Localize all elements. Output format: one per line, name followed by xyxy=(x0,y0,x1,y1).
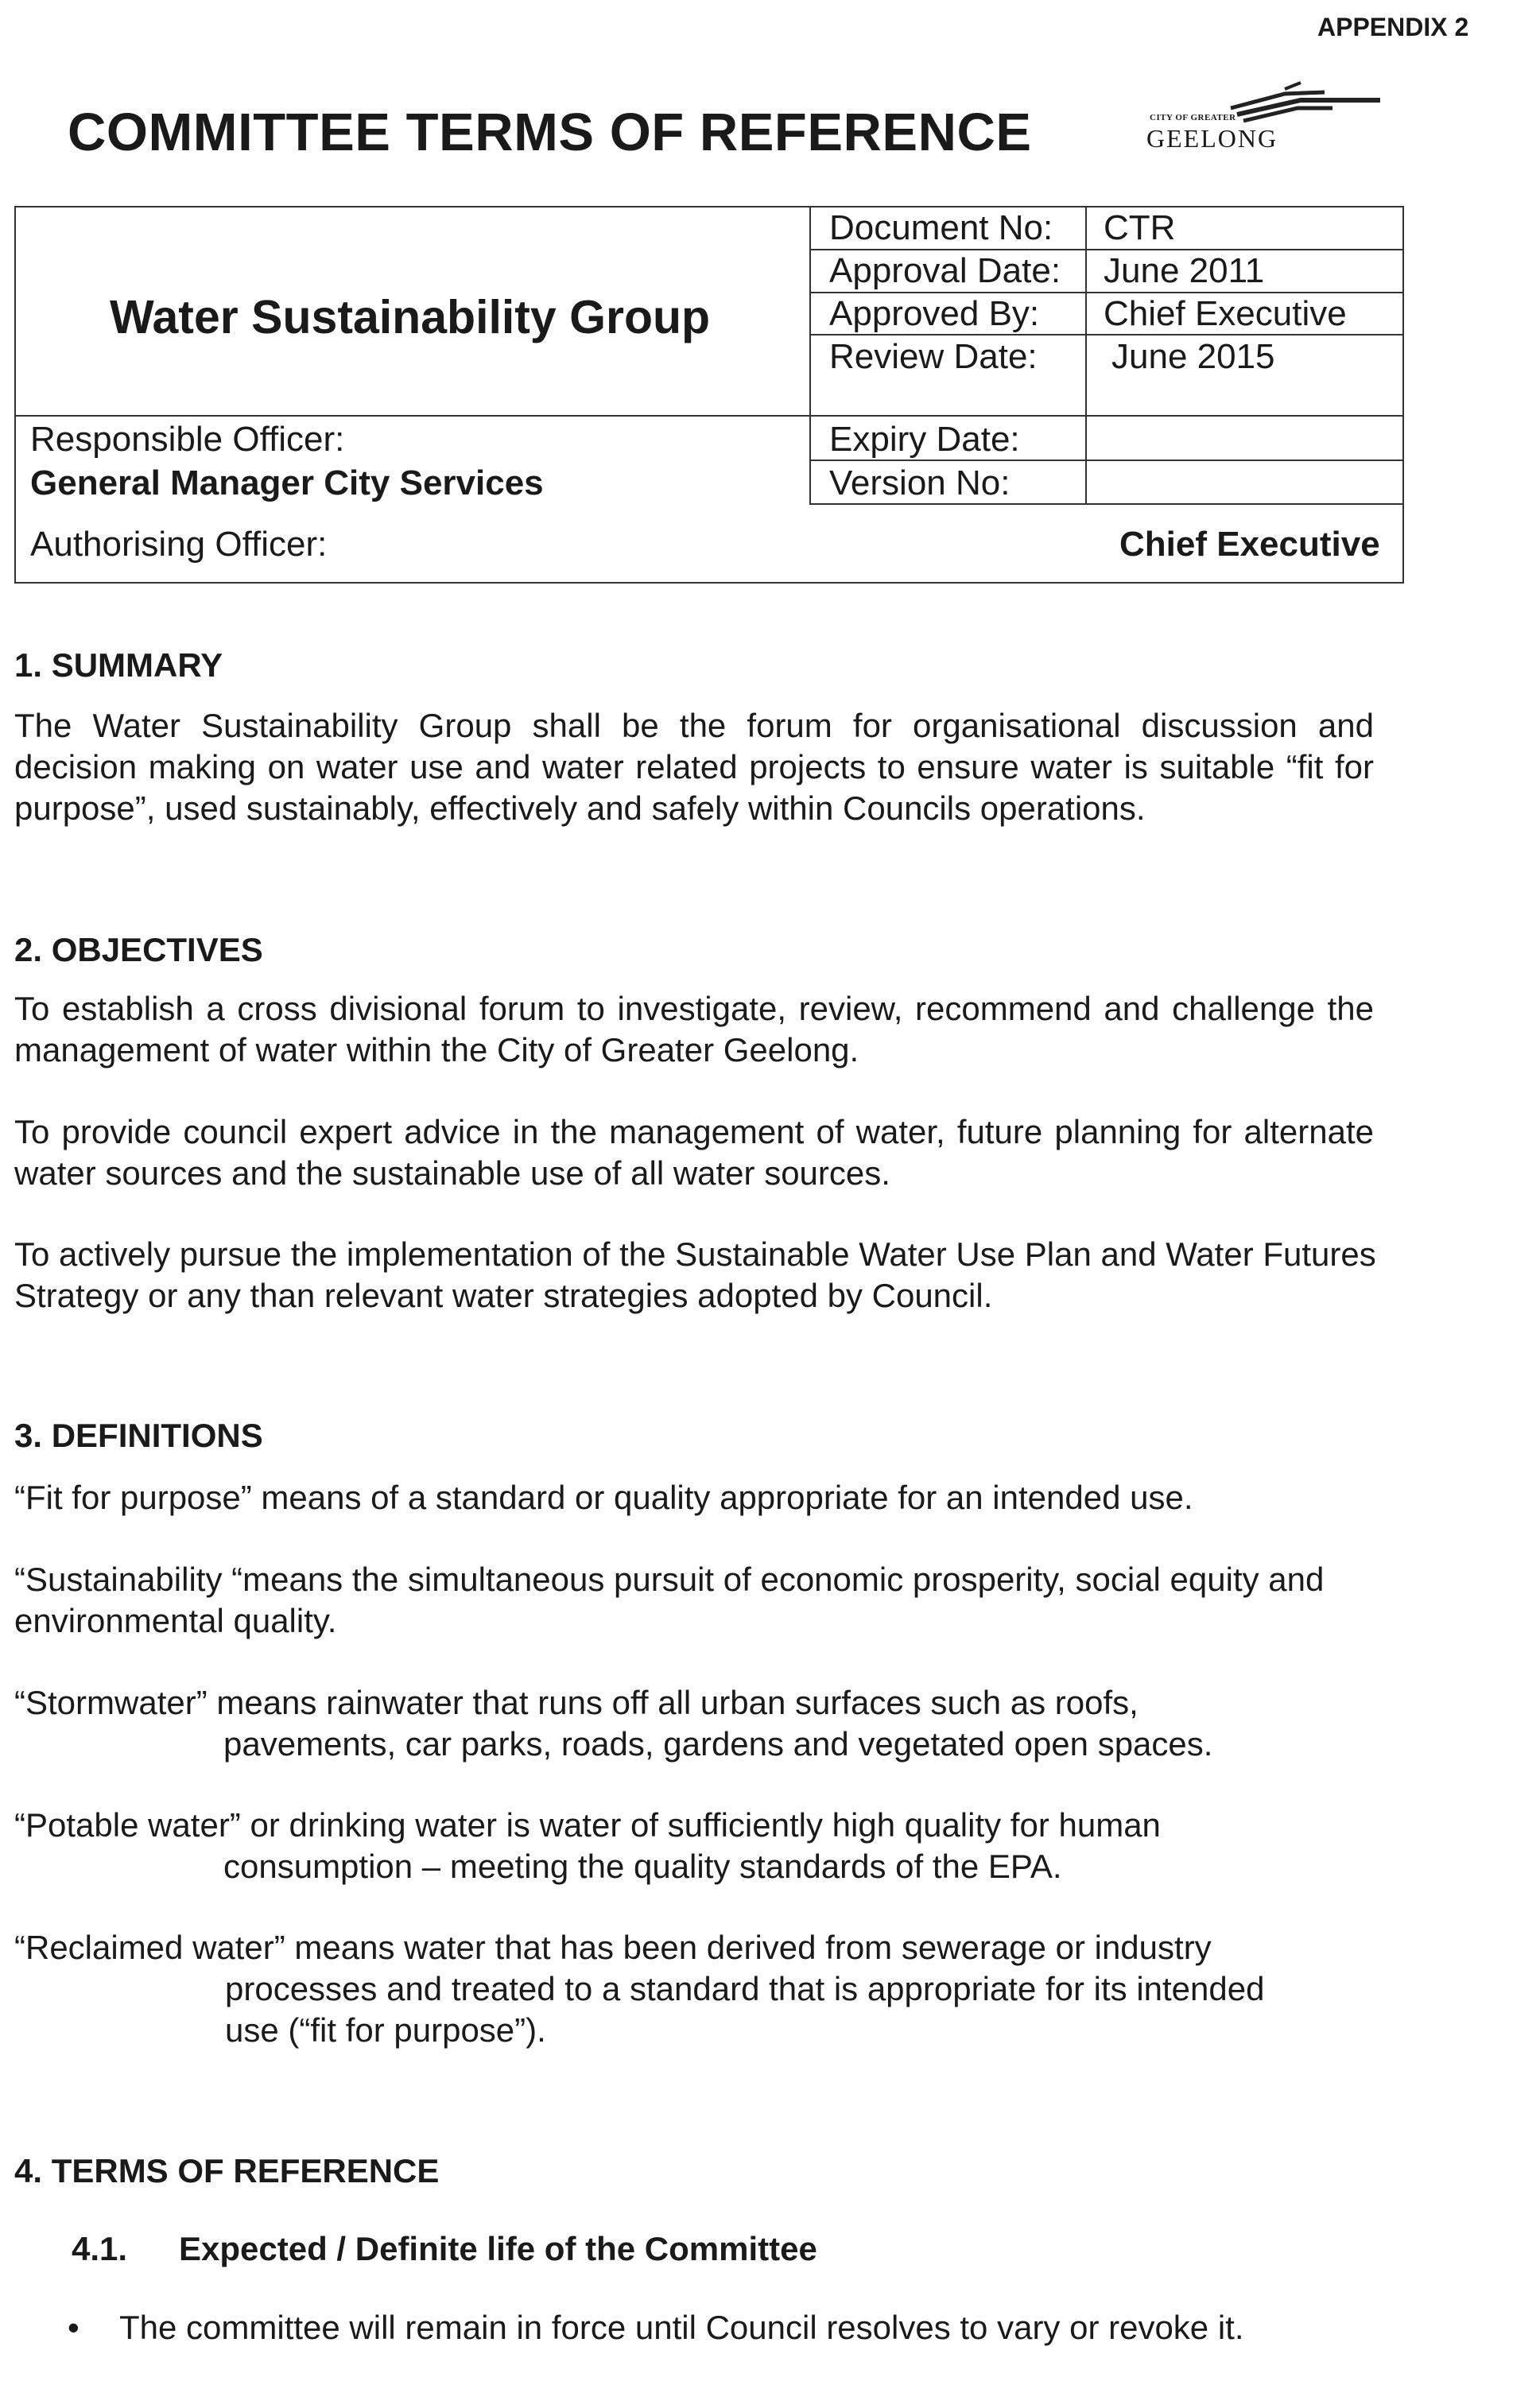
definition-stormwater-line: pavements, car parks, roads, gardens and vegetated open spaces. xyxy=(223,1725,1213,1763)
definition-stormwater-line: “Stormwater” means rainwater that runs off all urban surfaces such as roofs, xyxy=(14,1684,1139,1721)
approved-by-value: Chief Executive xyxy=(1104,294,1347,333)
divider-line xyxy=(809,503,1404,505)
review-date-value: June 2015 xyxy=(1111,337,1275,376)
appendix-label: APPENDIX 2 xyxy=(1317,13,1469,41)
authorising-officer-label: Authorising Officer: xyxy=(30,525,328,564)
document-no-label: Document No: xyxy=(829,208,1053,247)
committee-name: Water Sustainability Group xyxy=(110,291,711,343)
definition-sustainability: “Sustainability “means the simultaneous pursuit of economic prosperity, social equity and environmental quality. xyxy=(14,1561,1325,1639)
terms-heading: 4. TERMS OF REFERENCE xyxy=(14,2152,440,2189)
subsection-number: 4.1. xyxy=(72,2230,128,2267)
approved-by-label: Approved By: xyxy=(829,294,1040,333)
logo-name-text: GEELONG xyxy=(1146,124,1278,153)
subsection-title: Expected / Definite life of the Committee xyxy=(179,2230,817,2267)
definition-fit-for-purpose: “Fit for purpose” means of a standard or quality appropriate for an intended use. xyxy=(14,1479,1193,1516)
definition-potable-water-line: “Potable water” or drinking water is water of sufficiently high quality for human xyxy=(14,1806,1161,1844)
approval-date-value: June 2011 xyxy=(1104,251,1265,290)
responsible-officer-label: Responsible Officer: xyxy=(30,420,345,459)
definitions-heading: 3. DEFINITIONS xyxy=(14,1417,263,1454)
definition-reclaimed-water-line: use (“fit for purpose”). xyxy=(225,2011,546,2049)
expiry-date-label: Expiry Date: xyxy=(829,420,1020,459)
objective-2: To provide council expert advice in the management of water, future planning for alternate water sources and the sustainable use of all water sources. xyxy=(14,1113,1374,1192)
version-no-label: Version No: xyxy=(829,463,1011,502)
bullet-icon: • xyxy=(68,2309,80,2346)
summary-text: The Water Sustainability Group shall be the forum for organisational discussion and decision making on water use and water related projects to ensure water is suitable “fit for purpose”, used sustainably, effectively and safely within Councils operations. xyxy=(14,707,1374,827)
logo-city-text: CITY OF GREATER xyxy=(1150,113,1236,122)
review-date-label: Review Date: xyxy=(829,337,1038,376)
approval-date-label: Approval Date: xyxy=(829,251,1061,290)
summary-heading: 1. SUMMARY xyxy=(14,646,223,684)
document-no-value: CTR xyxy=(1104,208,1176,247)
document-title: COMMITTEE TERMS OF REFERENCE xyxy=(68,103,1032,162)
divider-line xyxy=(809,460,1404,461)
objectives-heading: 2. OBJECTIVES xyxy=(14,931,263,968)
divider-line xyxy=(14,415,1404,417)
authorising-officer-value: Chief Executive xyxy=(1119,525,1380,564)
bullet-text: The committee will remain in force until Council resolves to vary or revoke it. xyxy=(119,2309,1244,2346)
responsible-officer-value: General Manager City Services xyxy=(30,463,544,502)
divider-line xyxy=(809,334,1404,335)
objective-1: To establish a cross divisional forum to investigate, review, recommend and challenge the management of water within the City of Greater Geelong. xyxy=(14,990,1374,1068)
objective-3: To actively pursue the implementation of the Sustainable Water Use Plan and Water Futures Strategy or any than relevant water strategies adopted by Council. xyxy=(14,1235,1376,1314)
divider-line xyxy=(809,249,1404,250)
definition-reclaimed-water-line: “Reclaimed water” means water that has been derived from sewerage or industry xyxy=(14,1929,1212,1966)
definition-potable-water-line: consumption – meeting the quality standards of the EPA. xyxy=(223,1848,1062,1885)
definition-reclaimed-water-line: processes and treated to a standard that is appropriate for its intended xyxy=(225,1970,1265,2007)
geelong-logo xyxy=(1142,76,1388,159)
divider-line xyxy=(809,292,1404,293)
